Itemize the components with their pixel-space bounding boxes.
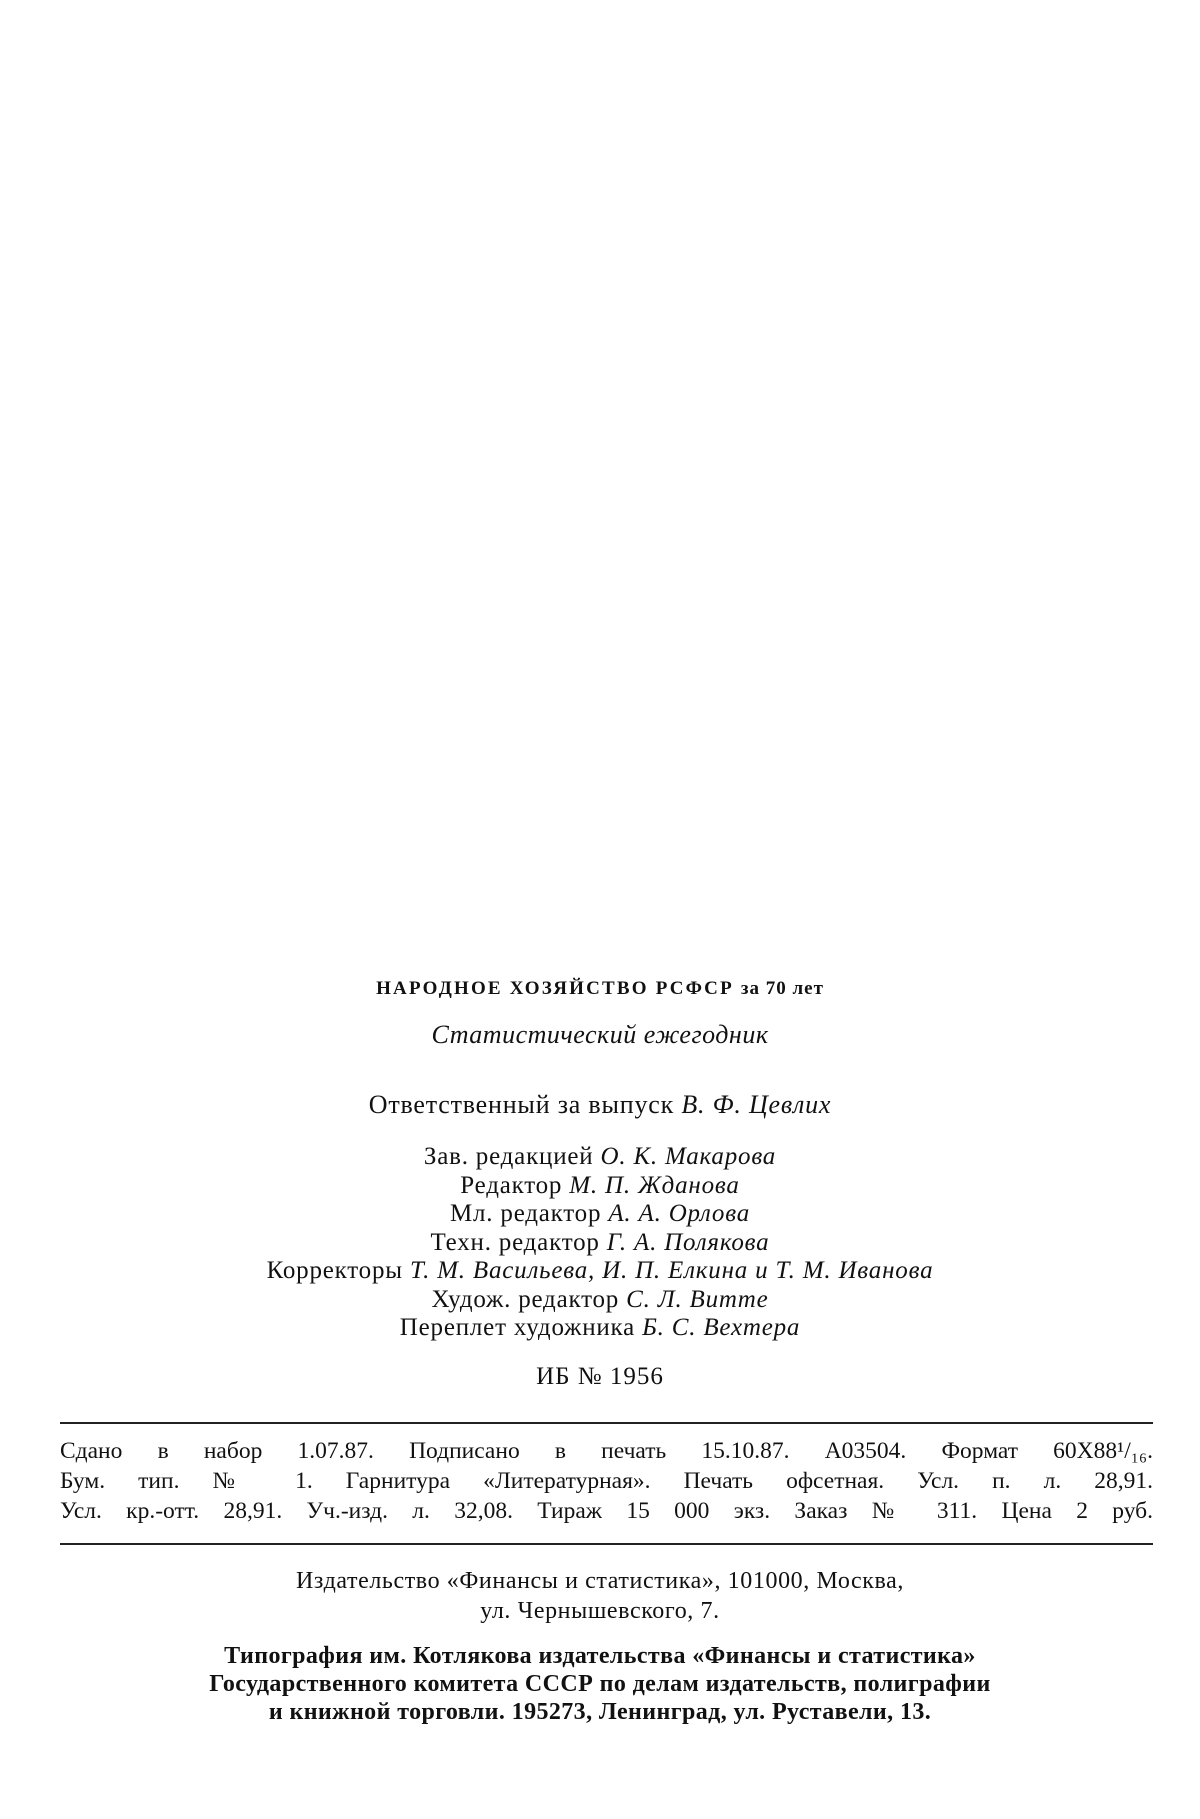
book-title [0, 975, 1200, 1003]
ib-number: ИБ № 1956 [536, 1362, 664, 1390]
responsible-name: В. Ф. Цевлих [681, 1090, 832, 1119]
book-title-main: НАРОДНОЕ ХОЗЯЙСТВО РСФСР [376, 978, 734, 999]
responsible-role: Ответственный за выпуск [368, 1090, 675, 1119]
staff-row [0, 1314, 1200, 1343]
printer-address [0, 1642, 1200, 1726]
staff-name: О. К. Макарова [600, 1143, 777, 1170]
staff-row [0, 1200, 1200, 1229]
staff-role: Корректоры [266, 1257, 403, 1284]
staff-name: М. П. Жданова [569, 1171, 740, 1199]
staff-row [0, 1143, 1200, 1172]
staff-role: Редактор [460, 1171, 563, 1199]
production-details [60, 1436, 1153, 1526]
publisher-line: ул. Чернышевского, 7. [480, 1598, 720, 1624]
staff-role: Мл. редактор [449, 1200, 602, 1227]
divider-bottom [60, 1543, 1153, 1545]
production-line: Сдано в набор 1.07.87. Подписано в печать 15.10.87. А03504. Формат 60X88¹/₁₆. [60, 1438, 1153, 1464]
staff-list [0, 1143, 1200, 1343]
staff-row [0, 1286, 1200, 1315]
publisher-line: Издательство «Финансы и статистика», 101000, Москва, [295, 1568, 904, 1594]
book-subtitle: Статистический ежегодник [431, 1020, 769, 1049]
production-line: Усл. кр.-отт. 28,91. Уч.-изд. л. 32,08. Тираж 15 000 экз. Заказ № 311. Цена 2 руб. [60, 1498, 1153, 1524]
imprint-block [0, 975, 1200, 1393]
staff-name: А. А. Орлова [608, 1200, 750, 1227]
staff-name: Г. А. Полякова [606, 1228, 770, 1256]
staff-name: Б. С. Вехтера [642, 1314, 801, 1341]
publisher-address [0, 1566, 1200, 1626]
responsible-line [0, 1089, 1200, 1121]
book-title-suffix: за 70 лет [740, 978, 824, 999]
printer-line: Государственного комитета СССР по делам издательств, полиграфии [209, 1671, 991, 1697]
staff-row [0, 1257, 1200, 1286]
staff-name: С. Л. Витте [626, 1285, 769, 1313]
divider-top [60, 1422, 1153, 1424]
printer-line: Типография им. Котлякова издательства «Финансы и статистика» [224, 1643, 976, 1669]
staff-role: Зав. редакцией [423, 1143, 594, 1170]
staff-role: Переплет художника [399, 1314, 636, 1341]
staff-role: Худож. редактор [431, 1285, 620, 1313]
printer-line: и книжной торговли. 195273, Ленинград, ул. Руставели, 13. [268, 1699, 932, 1725]
production-line: Бум. тип. № 1. Гарнитура «Литературная». Печать офсетная. Усл. п. л. 28,91. [60, 1468, 1153, 1494]
staff-name: Т. М. Васильева, И. П. Елкина и Т. М. Иванова [409, 1257, 934, 1284]
staff-row [0, 1229, 1200, 1258]
staff-row [0, 1172, 1200, 1201]
staff-role: Техн. редактор [430, 1228, 600, 1256]
